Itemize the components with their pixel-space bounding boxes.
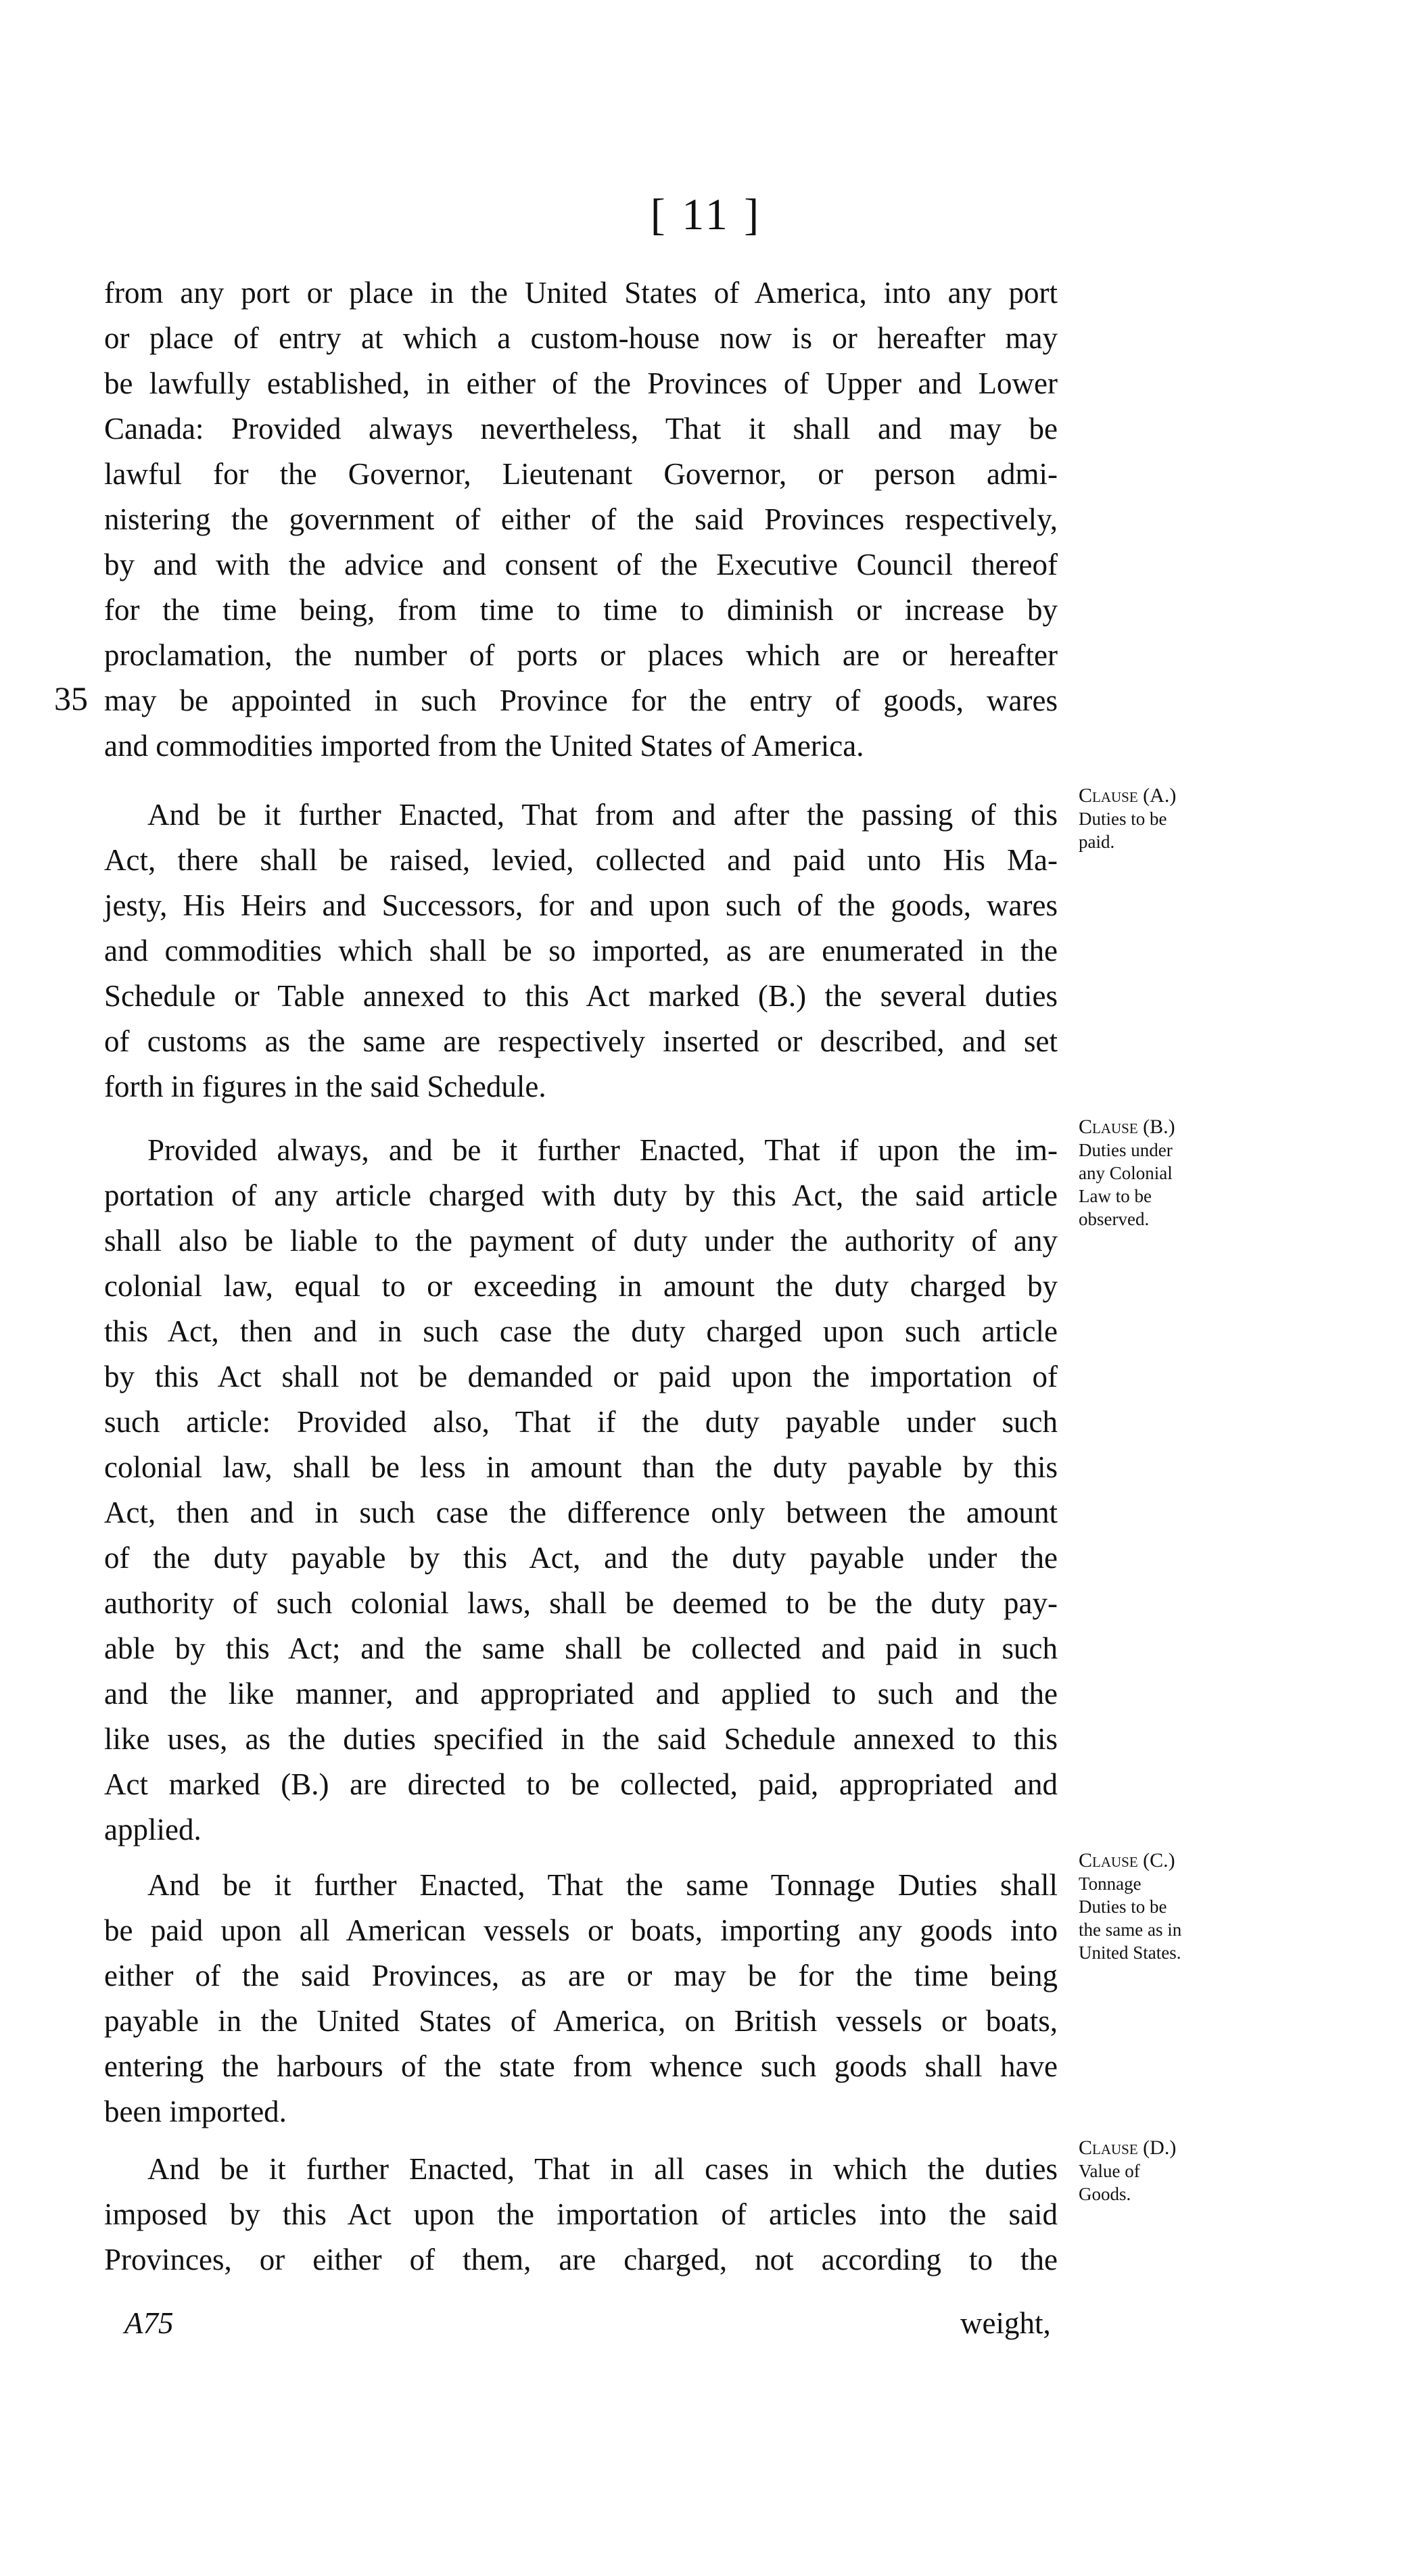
side-note-heading: Clause (C.) xyxy=(1079,1849,1175,1871)
text-line: proclamation, the number of ports or places which are or hereafter xyxy=(104,638,1058,672)
side-note-line: observed. xyxy=(1079,1209,1150,1229)
text-line: from any port or place in the United States of America, into any port xyxy=(104,276,1058,310)
text-line: jesty, His Heirs and Successors, for and upon such of the goods, wares xyxy=(104,888,1058,922)
side-note-heading: Clause (D.) xyxy=(1079,2137,1177,2159)
side-note-line: Duties under xyxy=(1079,1140,1173,1160)
text-line: Act, there shall be raised, levied, collected and paid unto His Ma- xyxy=(104,843,1058,877)
side-note-heading: Clause (A.) xyxy=(1079,784,1177,807)
text-line: And be it further Enacted, That the same Tonnage Duties shall xyxy=(147,1868,1058,1902)
paragraph-clause-c xyxy=(104,1863,1058,2134)
text-line: And be it further Enacted, That in all cases in which the duties xyxy=(147,2152,1058,2186)
text-line: portation of any article charged with duty by this Act, the said article xyxy=(104,1178,1058,1212)
text-line: and the like manner, and appropriated and applied to such and the xyxy=(104,1677,1058,1711)
text-line: Provided always, and be it further Enacted, That if upon the im- xyxy=(147,1133,1058,1167)
side-note-line: United States. xyxy=(1079,1942,1181,1963)
text-line: be paid upon all American vessels or boats, importing any goods into xyxy=(104,1913,1058,1947)
side-note-clause-b xyxy=(1079,1116,1234,1231)
text-line: for the time being, from time to time to diminish or increase by xyxy=(104,593,1058,627)
text-line: forth in figures in the said Schedule. xyxy=(104,1070,546,1103)
margin-line-number: 35 xyxy=(54,679,88,717)
paragraph-clause-b xyxy=(104,1128,1058,1853)
text-line: Schedule or Table annexed to this Act marked (B.) the several duties xyxy=(104,979,1058,1013)
text-line: either of the said Provinces, as are or may be for the time being xyxy=(104,1959,1058,1993)
side-note-line: Duties to be xyxy=(1079,1897,1167,1917)
text-line: payable in the United States of America, on British vessels or boats, xyxy=(104,2004,1058,2038)
side-note-line: Value of xyxy=(1079,2161,1140,2181)
side-note-line: any Colonial xyxy=(1079,1163,1173,1183)
text-line: Provinces, or either of them, are charged, not according to the xyxy=(104,2243,1058,2276)
text-line: And be it further Enacted, That from and after the passing of this xyxy=(147,798,1058,832)
text-line: authority of such colonial laws, shall be deemed to be the duty pay- xyxy=(104,1586,1058,1620)
text-line: entering the harbours of the state from whence such goods shall have xyxy=(104,2049,1058,2083)
text-line: imposed by this Act upon the importation of articles into the said xyxy=(104,2197,1058,2231)
text-line: and commodities which shall be so imported, as are enumerated in the xyxy=(104,934,1058,968)
text-line: like uses, as the duties specified in the said Schedule annexed to this xyxy=(104,1722,1058,1756)
text-line: by and with the advice and consent of the Executive Council thereof xyxy=(104,548,1058,581)
side-note-line: paid. xyxy=(1079,832,1115,852)
text-line: this Act, then and in such case the duty charged upon such article xyxy=(104,1314,1058,1348)
side-note-line: Law to be xyxy=(1079,1186,1152,1206)
catchword: weight, xyxy=(960,2306,1051,2340)
text-line: Canada: Provided always nevertheless, That it shall and may be xyxy=(104,412,1058,446)
side-note-line: Duties to be xyxy=(1079,809,1167,829)
text-line: colonial law, shall be less in amount than the duty payable by this xyxy=(104,1450,1058,1484)
side-note-clause-d xyxy=(1079,2137,1234,2205)
text-line: been imported. xyxy=(104,2095,287,2128)
text-line: nistering the government of either of the said Provinces respectively, xyxy=(104,502,1058,536)
paragraph-clause-a xyxy=(104,792,1058,1110)
text-line: by this Act shall not be demanded or paid upon the importation of xyxy=(104,1360,1058,1393)
text-line: Act, then and in such case the difference only between the amount xyxy=(104,1496,1058,1529)
text-line: applied. xyxy=(104,1813,202,1846)
side-note-clause-a xyxy=(1079,784,1234,853)
text-line: Act marked (B.) are directed to be collected, paid, appropriated and xyxy=(104,1767,1058,1801)
side-note-clause-c xyxy=(1079,1849,1234,1964)
text-line: able by this Act; and the same shall be collected and paid in such xyxy=(104,1631,1058,1665)
side-note-line: Goods. xyxy=(1079,2184,1131,2204)
paragraph-continuation xyxy=(104,270,1058,769)
text-line: or place of entry at which a custom-house now is or hereafter may xyxy=(104,321,1058,355)
text-line: be lawfully established, in either of the Provinces of Upper and Lower xyxy=(104,366,1058,400)
text-line: may be appointed in such Province for the entry of goods, wares xyxy=(104,684,1058,717)
side-note-line: Tonnage xyxy=(1079,1874,1142,1894)
side-note-line: the same as in xyxy=(1079,1919,1182,1940)
text-line: colonial law, equal to or exceeding in amount the duty charged by xyxy=(104,1269,1058,1303)
text-line: shall also be liable to the payment of duty under the authority of any xyxy=(104,1224,1058,1258)
paragraph-clause-d xyxy=(104,2147,1058,2283)
signature-mark: A75 xyxy=(124,2306,174,2340)
text-line: such article: Provided also, That if the duty payable under such xyxy=(104,1405,1058,1439)
side-note-heading: Clause (B.) xyxy=(1079,1116,1175,1138)
text-line: and commodities imported from the United States of America. xyxy=(104,729,864,763)
text-line: lawful for the Governor, Lieutenant Governor, or person admi- xyxy=(104,457,1058,491)
text-line: of the duty payable by this Act, and the duty payable under the xyxy=(104,1541,1058,1575)
page-number: [ 11 ] xyxy=(650,190,762,239)
text-line: of customs as the same are respectively inserted or described, and set xyxy=(104,1024,1058,1058)
